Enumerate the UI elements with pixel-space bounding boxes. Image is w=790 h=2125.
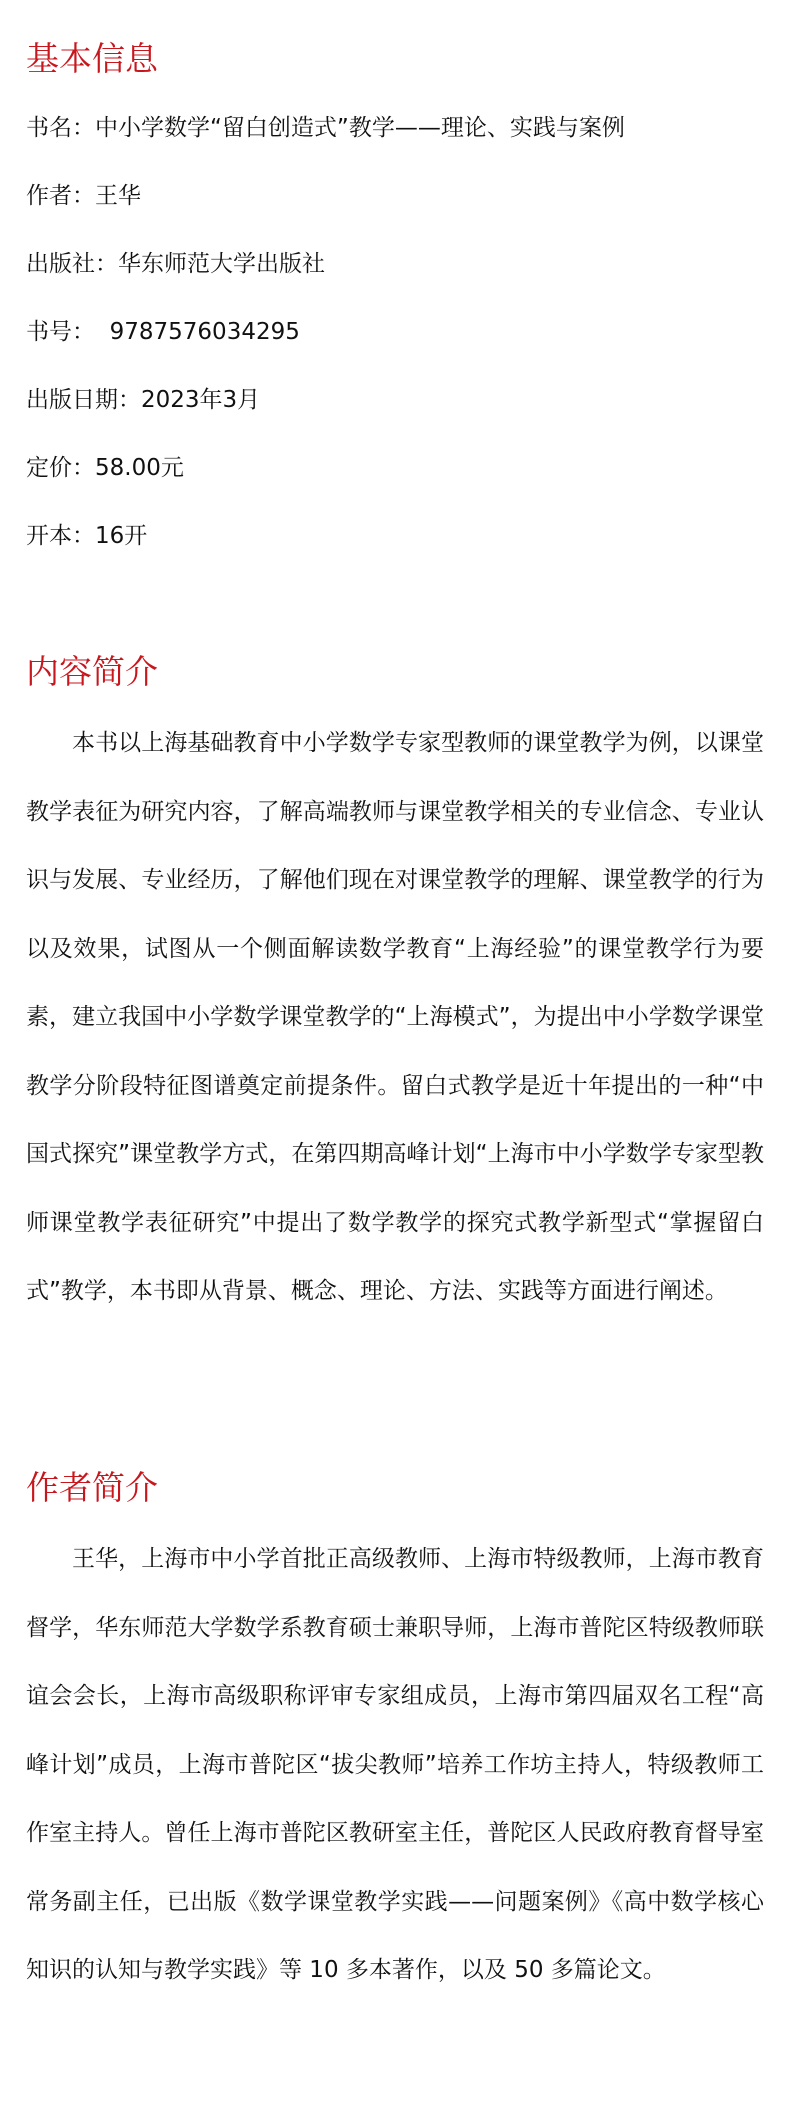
info-row-format: 开本：16开	[26, 523, 148, 549]
info-row-author: 作者：王华	[26, 183, 141, 209]
basic-info-list	[26, 94, 764, 570]
basic-info-heading: 基本信息	[26, 39, 158, 78]
content-summary-text: 本书以上海基础教育中小学数学专家型教师的课堂教学为例，以课堂教学表征为研究内容，了解高端教师与课堂教学相关的专业信念、专业认识与发展、专业经历，了解他们现在对课堂教学的理解、课堂教学的行为以及效果，试图从一个侧面解读数学教育“上海经验”的课堂教学行为要素，建立我国中小学数学课堂教学的“上海模式”，为提出中小学数学课堂教学分阶段特征图谱奠定前提条件。留白式教学是近十年提出的一种“中国式探究”课堂教学方式，在第四期高峰计划“上海市中小学数学专家型教师课堂教学表征研究”中提出了数学教学的探究式教学新型式“掌握留白式”教学，本书即从背景、概念、理论、方法、实践等方面进行阐述。	[26, 730, 764, 1304]
author-intro-text: 王华，上海市中小学首批正高级教师、上海市特级教师，上海市教育督学，华东师范大学数学系教育硕士兼职导师，上海市普陀区特级教师联谊会会长，上海市高级职称评审专家组成员，上海市第四届双名工程“高峰计划”成员，上海市普陀区“拔尖教师”培养工作坊主持人，特级教师工作室主持人。曾任上海市普陀区教研室主任，普陀区人民政府教育督导室常务副主任，已出版《数学课堂教学实践——问题案例》《高中数学核心知识的认知与教学实践》等 10 多本著作，以及 50 多篇论文。	[26, 1546, 764, 1983]
info-row-isbn: 书号： 9787576034295	[26, 319, 300, 345]
content-summary-heading: 内容简介	[26, 652, 158, 691]
content-summary-section	[26, 643, 764, 1326]
author-intro-section	[26, 1459, 764, 2005]
author-intro-heading: 作者简介	[26, 1468, 158, 1507]
info-row-publisher: 出版社：华东师范大学出版社	[26, 251, 325, 277]
info-row-price: 定价：58.00元	[26, 455, 184, 481]
info-row-book-name: 书名：中小学数学“留白创造式”教学——理论、实践与案例	[26, 115, 625, 141]
info-row-publish-date: 出版日期：2023年3月	[26, 387, 261, 413]
